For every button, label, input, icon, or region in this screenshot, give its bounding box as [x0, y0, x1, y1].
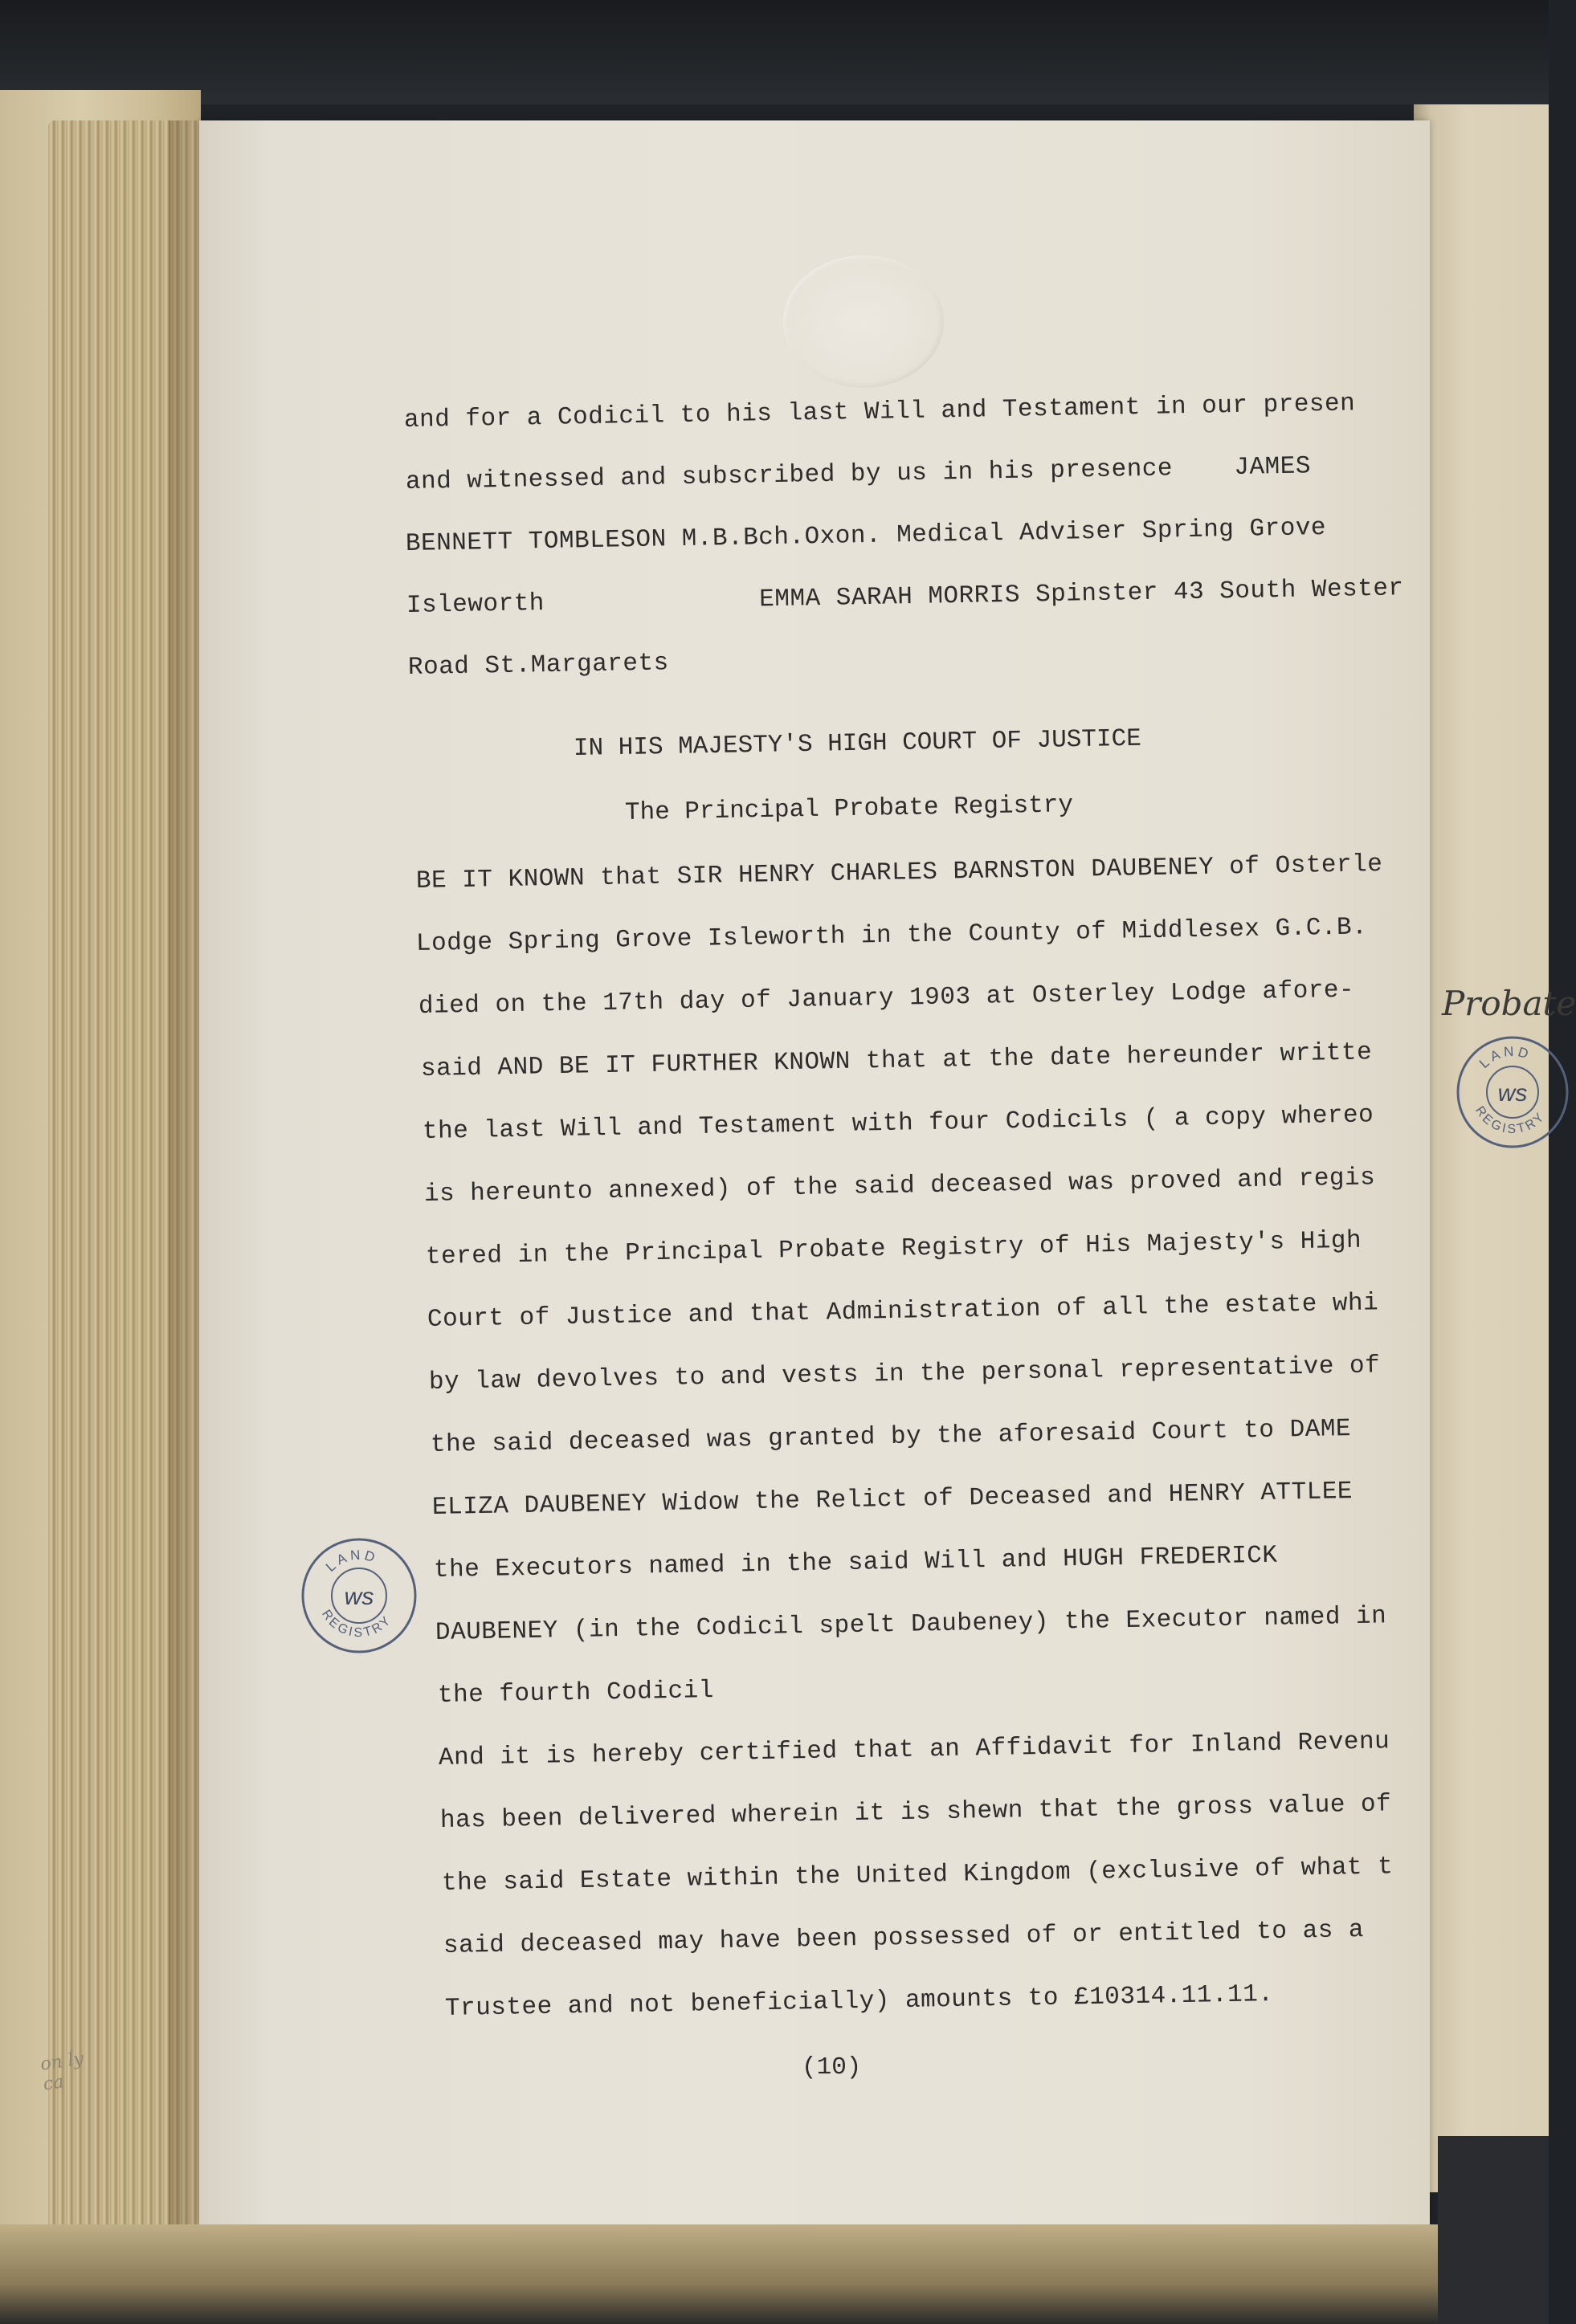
page-number: (10) [802, 2053, 862, 2081]
text-line: said AND BE IT FURTHER KNOWN that at the date hereunder writte [420, 1038, 1373, 1083]
stamp-bottom-text: REGISTRY [1472, 1103, 1549, 1137]
stamp-top-text: LAND [322, 1547, 380, 1575]
background-top [0, 0, 1549, 104]
text-line: Road St.Margarets [407, 649, 670, 682]
book-bottom-edge [0, 2224, 1549, 2324]
text-line: DAUBENEY (in the Codicil spelt Daubeney) the Executor named in [435, 1602, 1387, 1647]
pencil-note: on ĺy ca [39, 2049, 85, 2095]
text-line: ELIZA DAUBENEY Widow the Relict of Deceased and HENRY ATTLEE [431, 1477, 1353, 1522]
text-line: Court of Justice and that Administration of all the estate whi [427, 1289, 1379, 1334]
text-line: by law devolves to and vests in the personal representative of [428, 1352, 1381, 1396]
stamp-circle-icon [299, 1535, 419, 1656]
stamp-bottom-text: REGISTRY [319, 1607, 395, 1641]
text-line: and witnessed and subscribed by us in his presence JAMES [405, 452, 1312, 496]
registry-heading: The Principal Probate Registry [624, 791, 1074, 827]
stamp-circle-icon [1452, 1032, 1573, 1152]
land-registry-stamp [299, 1535, 419, 1656]
text-line: the said deceased was granted by the aforesaid Court to DAME [430, 1414, 1352, 1459]
text-line: the said Estate within the United Kingdom (exclusive of what t [441, 1853, 1394, 1898]
text-line: Lodge Spring Grove Isleworth in the County of Middlesex G.C.B. [415, 913, 1368, 958]
text-line: the fourth Codicil [437, 1677, 715, 1710]
embossed-seal [783, 255, 944, 388]
svg-text:REGISTRY [1472, 1104, 1548, 1136]
handwritten-margin-note: Probate [1442, 984, 1576, 1023]
text-line: the last Will and Testament with four Codicils ( a copy whereo [422, 1101, 1374, 1146]
text-line: BENNETT TOMBLESON M.B.Bch.Oxon. Medical Adviser Spring Grove [405, 513, 1327, 558]
land-registry-stamp [1452, 1032, 1573, 1152]
stamp-initials: ws [344, 1584, 374, 1610]
text-line: Isleworth EMMA SARAH MORRIS Spinster 43 South Wester [406, 574, 1404, 620]
text-line: the Executors named in the said Will and HUGH FREDERICK [433, 1541, 1278, 1584]
text-line: tered in the Principal Probate Registry of His Majesty's High [425, 1226, 1362, 1271]
text-line: and for a Codicil to his last Will and Testament in our presen [403, 389, 1356, 434]
text-line: Trustee and not beneficially) amounts to £10314.11.11. [444, 1979, 1274, 2023]
svg-text:REGISTRY [319, 1608, 394, 1640]
background-corner [1438, 2136, 1549, 2324]
text-line: BE IT KNOWN that SIR HENRY CHARLES BARNSTON DAUBENEY of Osterle [415, 850, 1383, 895]
stamp-initials: ws [1497, 1080, 1528, 1107]
text-line: And it is hereby certified that an Affidavit for Inland Revenu [438, 1727, 1390, 1772]
text-line: has been delivered wherein it is shewn that the gross value of [439, 1790, 1392, 1835]
court-heading: IN HIS MAJESTY'S HIGH COURT OF JUSTICE [573, 724, 1142, 763]
text-line: died on the 17th day of January 1903 at Osterley Lodge afore- [418, 976, 1355, 1021]
text-line: is hereunto annexed) of the said deceased was proved and regis [423, 1164, 1376, 1209]
text-line: said deceased may have been possessed of or entitled to as a [443, 1915, 1365, 1960]
stamp-top-text: LAND [1476, 1043, 1533, 1071]
